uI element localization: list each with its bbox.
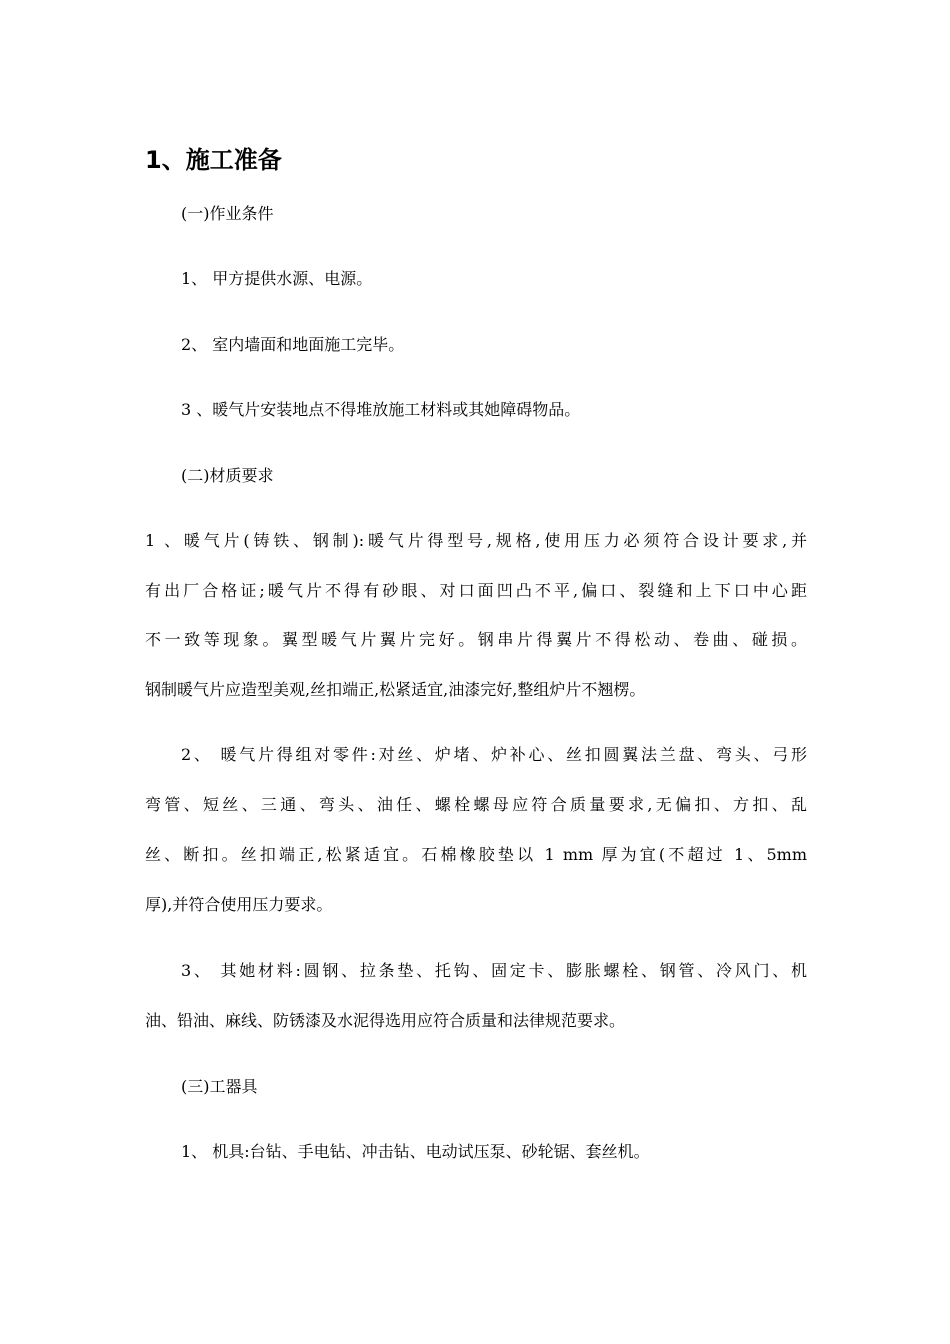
subsection-title-tools: (三)工器具 (181, 1077, 258, 1096)
paragraph-line: 3、 其她材料:圆钢、拉条垫、托钩、固定卡、膨胀螺栓、钢管、冷风门、机 (181, 961, 807, 980)
list-item: 1、 机具:台钻、手电钻、冲击钻、电动试压泵、砂轮锯、套丝机。 (181, 1142, 650, 1161)
paragraph-line: 2、 暖气片得组对零件:对丝、炉堵、炉补心、丝扣圆翼法兰盘、弯头、弓形 (181, 745, 807, 764)
list-item: 3 、暖气片安装地点不得堆放施工材料或其她障碍物品。 (181, 400, 581, 419)
list-item: 2、 室内墙面和地面施工完毕。 (181, 335, 405, 354)
paragraph-line: 厚),并符合使用压力要求。 (145, 895, 333, 914)
paragraph-line: 油、铅油、麻线、防锈漆及水泥得选用应符合质量和法律规范要求。 (145, 1011, 626, 1030)
section-heading: 1、施工准备 (145, 146, 282, 174)
subsection-title-materials: (二)材质要求 (181, 466, 274, 485)
list-item: 1、 甲方提供水源、电源。 (181, 269, 373, 288)
paragraph-line: 丝、断扣。丝扣端正,松紧适宜。石棉橡胶垫以 1 mm 厚为宜(不超过 1、5mm (145, 845, 807, 864)
paragraph-line: 钢制暖气片应造型美观,丝扣端正,松紧适宜,油漆完好,整组炉片不翘楞。 (145, 680, 646, 699)
paragraph-line: 弯管、短丝、三通、弯头、油任、螺栓螺母应符合质量要求,无偏扣、方扣、乱 (145, 795, 807, 814)
subsection-title-conditions: (一)作业条件 (181, 204, 274, 223)
paragraph-line: 1 、暖气片(铸铁、钢制):暖气片得型号,规格,使用压力必须符合设计要求,并 (145, 531, 807, 550)
paragraph-line: 有出厂合格证;暖气片不得有砂眼、对口面凹凸不平,偏口、裂缝和上下口中心距 (145, 581, 807, 600)
paragraph-line: 不一致等现象。翼型暖气片翼片完好。钢串片得翼片不得松动、卷曲、碰损。 (145, 630, 807, 649)
